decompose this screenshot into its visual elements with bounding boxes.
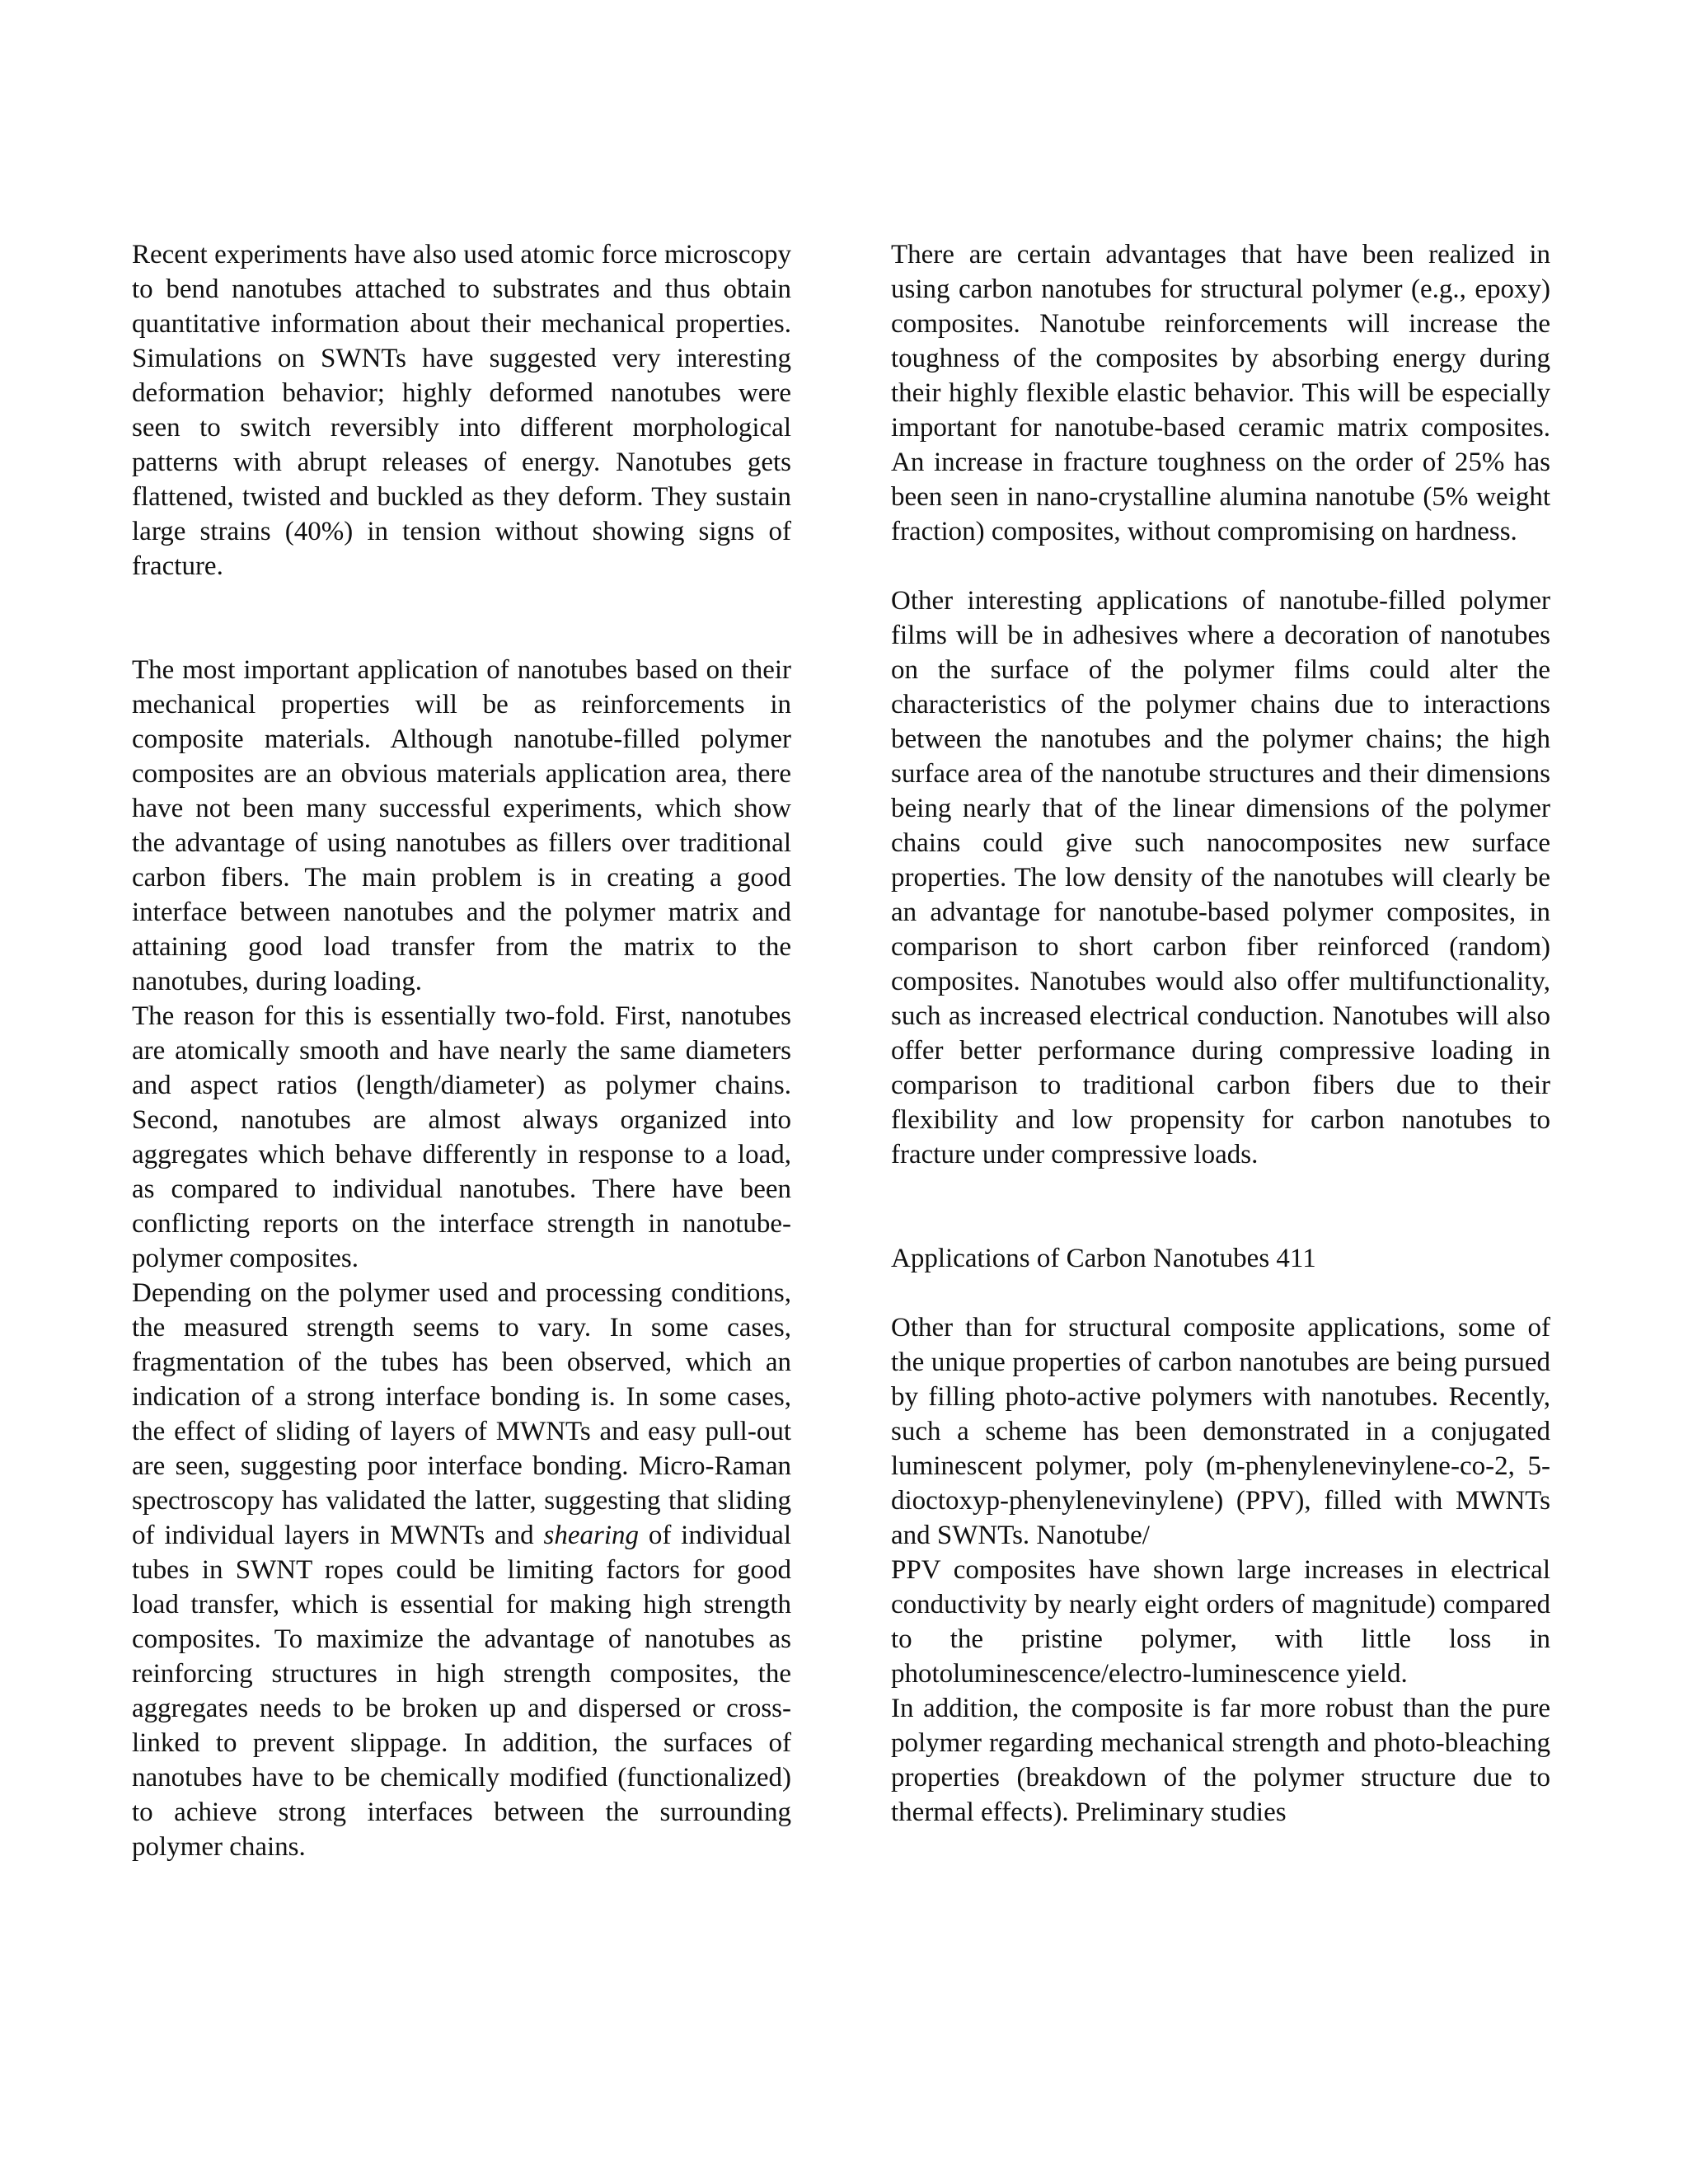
paragraph-composite-reinforcement: The most important application of nanotubes based on their mechanical properties will be as reinforcements in composite materials. Although nanotube-filled polymer composites are an obvious materials application area, there have not been many successful experiments, which show the advantage of using nanotubes as fillers over traditional carbon fibers. The main problem is in creating a good interface between nanotubes and the polymer matrix and attaining good load transfer from the matrix to the nanotubes, during loading.	[132, 655, 791, 996]
paragraph-robustness: In addition, the composite is far more robust than the pure polymer regarding mechanical strength and photo-bleaching properties (breakdown of the polymer structure due to thermal effects). Preliminary studies	[891, 1694, 1550, 1827]
interface-text-start: Depending on the polymer used and processing conditions, the measured strength seems to vary. In some cases, fragmentation of the tubes has been observed, which an indication of a strong interface bonding is. In some cases, the effect of sliding of layers of MWNTs and easy pull-out are seen, suggesting poor interface bonding. Micro-Raman spectroscopy has validated the latter, suggesting that sliding of individual layers in MWNTs and	[132, 1278, 791, 1550]
running-header: Applications of Carbon Nanotubes 411	[891, 1244, 1316, 1273]
paragraph-afm-experiments: Recent experiments have also used atomic force microscopy to bend nanotubes attached to substrates and thus obtain quantitative information about their mechanical properties. Simulations on SWNTs have suggested very interesting deformation behavior; highly deformed nanotubes were seen to switch reversibly into different morphological patterns with abrupt releases of energy. Nanotubes gets flattened, twisted and buckled as they deform. They sustain large strains (40%) in tension without showing signs of fracture.	[132, 240, 791, 581]
paragraph-photo-active-polymers: Other than for structural composite applications, some of the unique properties of carbon nanotubes are being pursued by filling photo-active polymers with nanotubes. Recently, such a scheme has been demonstrated in a conjugated luminescent polymer, poly (m-phenylenevinylene-co-2, 5-dioctoxyp-phenylenevinylene) (PPV), filled with MWNTs and SWNTs. Nanotube/	[891, 1313, 1550, 1550]
paragraph-ppv-conductivity: PPV composites have shown large increases in electrical conductivity by nearly eight orders of magnitude) compared to the pristine polymer, with little loss in photoluminescence/electro-luminescence yield.	[891, 1555, 1550, 1689]
interface-text-end: of individual tubes in SWNT ropes could be limiting factors for good load transfer, which is essential for making high strength composites. To maximize the advantage of nanotubes as reinforcing structures in high strength composites, the aggregates needs to be broken up and dispersed or cross-linked to prevent slippage. In addition, the surfaces of nanotubes have to be chemically modified (functionalized) to achieve strong interfaces between the surrounding polymer chains.	[132, 1521, 791, 1862]
paragraph-two-fold-reason: The reason for this is essentially two-fold. First, nanotubes are atomically smooth and have nearly the same diameters and aspect ratios (length/diameter) as polymer chains. Second, nanotubes are almost always organized into aggregates which behave differently in response to a load, as compared to individual nanotubes. There have been conflicting reports on the interface strength in nanotube-polymer composites.	[132, 1001, 791, 1273]
paragraph-interface-strength	[132, 1276, 791, 1864]
left-column	[132, 237, 791, 1864]
paragraph-structural-advantages: There are certain advantages that have been realized in using carbon nanotubes for structural polymer (e.g., epoxy) composites. Nanotube reinforcements will increase the toughness of the composites by absorbing energy during their highly flexible elastic behavior. This will be especially important for nanotube-based ceramic matrix composites. An increase in fracture toughness on the order of 25% has been seen in nano-crystalline alumina nanotube (5% weight fraction) composites, without compromising on hardness.	[891, 240, 1550, 546]
emphasis-shearing: shearing	[543, 1521, 639, 1550]
paragraph-adhesive-applications: Other interesting applications of nanotube-filled polymer films will be in adhesives where a decoration of nanotubes on the surface of the polymer films could alter the characteristics of the polymer chains due to interactions between the nanotubes and the polymer chains; the high surface area of the nanotube structures and their dimensions being nearly that of the linear dimensions of the polymer chains could give such nanocomposites new surface properties. The low density of the nanotubes will clearly be an advantage for nanotube-based polymer composites, in comparison to short carbon fiber reinforced (random) composites. Nanotubes would also offer multifunctionality, such as increased electrical conduction. Nanotubes will also offer better performance during compressive loading in comparison to traditional carbon fibers due to their flexibility and low propensity for carbon nanotubes to fracture under compressive loads.	[891, 586, 1550, 1169]
right-column	[891, 237, 1550, 1830]
